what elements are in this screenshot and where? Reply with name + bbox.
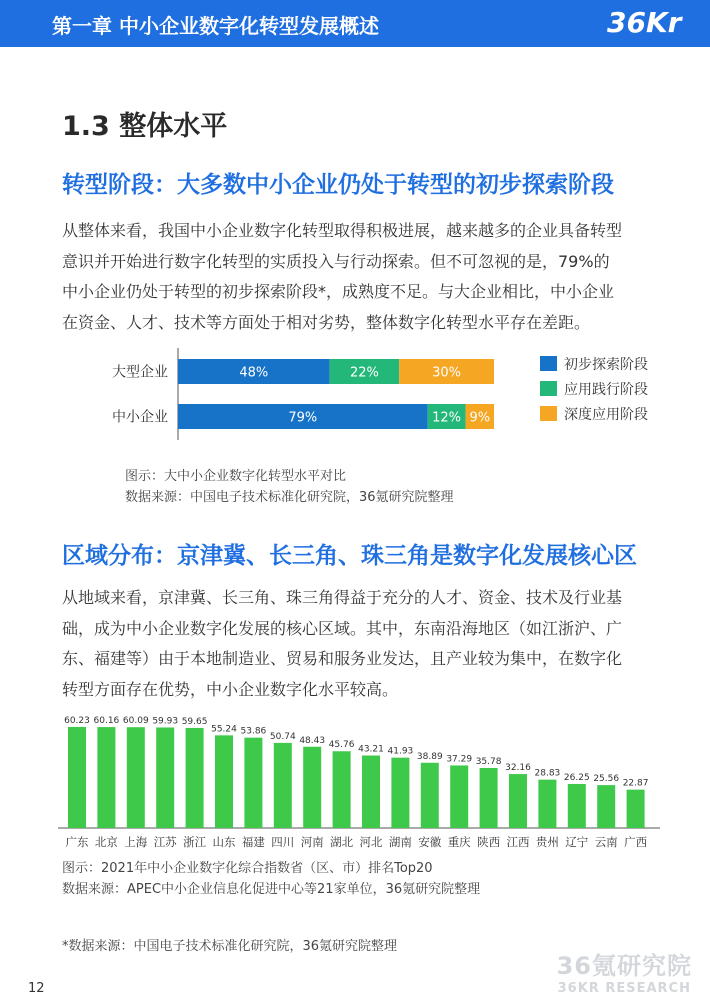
paragraph-line: 东、福建等）由于本地制造业、贸易和服务业发达，且产业较为集中，在数字化 xyxy=(62,649,623,668)
province-bar-chart xyxy=(0,708,710,858)
data-label: 79% xyxy=(288,410,318,426)
category-label: 河北 xyxy=(359,835,383,849)
category-label: 河南 xyxy=(300,835,324,849)
paragraph-line: 从地域来看，京津冀、长三角、珠三角得益于充分的人才、资金、技术及行业基 xyxy=(62,588,623,607)
legend-label: 深度应用阶段 xyxy=(564,407,648,423)
bar xyxy=(627,790,645,828)
data-label: 22.87 xyxy=(622,778,649,789)
data-label: 38.89 xyxy=(416,751,443,762)
category-label: 北京 xyxy=(94,835,118,849)
bar xyxy=(333,751,351,828)
category-label: 湖北 xyxy=(330,835,354,849)
chapter-title: 第一章 中小企业数字化转型发展概述 xyxy=(52,14,379,38)
bar xyxy=(274,743,292,828)
data-label: 55.24 xyxy=(211,724,237,735)
bar xyxy=(391,758,409,828)
paragraph-line: 从整体来看，我国中小企业数字化转型取得积极进展，越来越多的企业具备转型 xyxy=(62,221,623,240)
category-label: 重庆 xyxy=(447,835,471,849)
data-label: 37.29 xyxy=(446,754,473,765)
data-label: 53.86 xyxy=(240,726,267,737)
data-label: 26.25 xyxy=(563,772,590,783)
footnote: *数据来源：中国电子技术标准化研究院，36氪研究院整理 xyxy=(62,939,398,954)
caption-title: 图示：2021年中小企业数字化综合指数省（区、市）排名Top20 xyxy=(62,861,433,876)
data-label: 60.23 xyxy=(64,715,90,726)
category-label: 安徽 xyxy=(418,835,442,849)
category-label: 四川 xyxy=(271,835,295,849)
legend-label: 初步探索阶段 xyxy=(564,357,648,373)
category-label: 湖南 xyxy=(388,835,412,849)
watermark xyxy=(557,946,692,996)
category-label: 中小企业 xyxy=(112,409,168,426)
paragraph-line: 础，成为中小企业数字化发展的核心区域。其中，东南沿海地区（如江浙沪、广 xyxy=(62,618,623,638)
paragraph-line: 在资金、人才、技术等方面处于相对劣势，整体数字化转型水平存在差距。 xyxy=(62,312,591,332)
data-label: 48% xyxy=(239,365,269,381)
data-label: 48.43 xyxy=(299,735,326,746)
category-label: 浙江 xyxy=(183,835,207,849)
legend-swatch xyxy=(540,406,557,421)
legend-swatch xyxy=(540,381,557,396)
data-label: 60.09 xyxy=(122,716,149,727)
data-label: 43.21 xyxy=(358,744,384,755)
category-label: 陕西 xyxy=(477,835,501,849)
category-label: 上海 xyxy=(124,835,148,849)
data-label: 28.83 xyxy=(534,768,561,779)
bar xyxy=(597,785,615,828)
bar xyxy=(156,727,174,828)
data-label: 35.78 xyxy=(475,756,502,767)
bar xyxy=(97,727,115,828)
bar xyxy=(127,727,145,828)
svg-text:36Kr: 36Kr xyxy=(607,6,682,39)
bar xyxy=(450,765,468,828)
chart1-caption xyxy=(125,466,454,508)
category-label: 云南 xyxy=(594,835,618,849)
header-bar xyxy=(0,0,710,47)
legend-swatch xyxy=(540,356,557,371)
paragraph-line: 中小企业仍处于转型的初步探索阶段*，成熟度不足。与大企业相比，中小企业 xyxy=(62,282,615,301)
watermark-line1: 36氪研究院 xyxy=(556,952,692,980)
paragraph-transformation-stage xyxy=(62,216,662,338)
data-label: 41.93 xyxy=(387,746,414,757)
paragraph-regional-distribution xyxy=(62,583,662,705)
category-label: 广西 xyxy=(624,835,648,849)
bar xyxy=(303,747,321,828)
category-label: 大型企业 xyxy=(112,364,168,381)
category-label: 贵州 xyxy=(535,835,559,849)
data-label: 50.74 xyxy=(269,731,296,742)
data-label: 25.56 xyxy=(593,774,620,785)
data-label: 60.16 xyxy=(93,716,120,727)
paragraph-line: 意识并开始进行数字化转型的实质投入与行动探索。但不可忽视的是，79%的 xyxy=(62,251,610,271)
bar xyxy=(68,727,86,828)
section-title: 1.3 整体水平 xyxy=(62,111,228,142)
category-label: 广东 xyxy=(65,835,89,849)
chart2-caption xyxy=(62,858,480,900)
data-label: 59.65 xyxy=(181,716,208,727)
category-label: 辽宁 xyxy=(565,835,589,849)
paragraph-line: 转型方面存在优势，中小企业数字化水平较高。 xyxy=(62,679,399,699)
data-label: 22% xyxy=(349,365,379,381)
36kr-logo xyxy=(605,2,700,46)
bar xyxy=(186,728,204,828)
heading-transformation-stage: 转型阶段：大多数中小企业仍处于转型的初步探索阶段 xyxy=(62,172,614,198)
bar xyxy=(538,780,556,828)
bar xyxy=(244,738,262,828)
data-label: 12% xyxy=(432,410,462,426)
page-number: 12 xyxy=(28,981,45,996)
data-label: 32.16 xyxy=(505,763,531,774)
bar xyxy=(421,763,439,828)
data-label: 9% xyxy=(469,410,491,426)
stacked-bar-chart xyxy=(0,340,710,450)
data-label: 59.93 xyxy=(152,716,179,727)
bar xyxy=(509,774,527,828)
caption-source: 数据来源：APEC中小企业信息化促进中心等21家单位，36氪研究院整理 xyxy=(62,882,481,897)
bar xyxy=(362,756,380,828)
category-label: 江西 xyxy=(506,835,530,849)
bar xyxy=(480,768,498,828)
caption-source: 数据来源：中国电子技术标准化研究院，36氪研究院整理 xyxy=(125,490,454,505)
category-label: 山东 xyxy=(212,835,236,849)
data-label: 30% xyxy=(432,365,462,381)
bar xyxy=(215,735,233,828)
watermark-line2: 36KR RESEARCH xyxy=(557,981,691,996)
heading-regional-distribution: 区域分布：京津冀、长三角、珠三角是数字化发展核心区 xyxy=(62,543,637,569)
category-label: 福建 xyxy=(241,835,265,849)
data-label: 45.76 xyxy=(328,740,355,751)
category-label: 江苏 xyxy=(153,835,177,849)
legend-label: 应用践行阶段 xyxy=(564,382,648,398)
caption-title: 图示：大中小企业数字化转型水平对比 xyxy=(125,469,347,484)
bar xyxy=(568,784,586,828)
